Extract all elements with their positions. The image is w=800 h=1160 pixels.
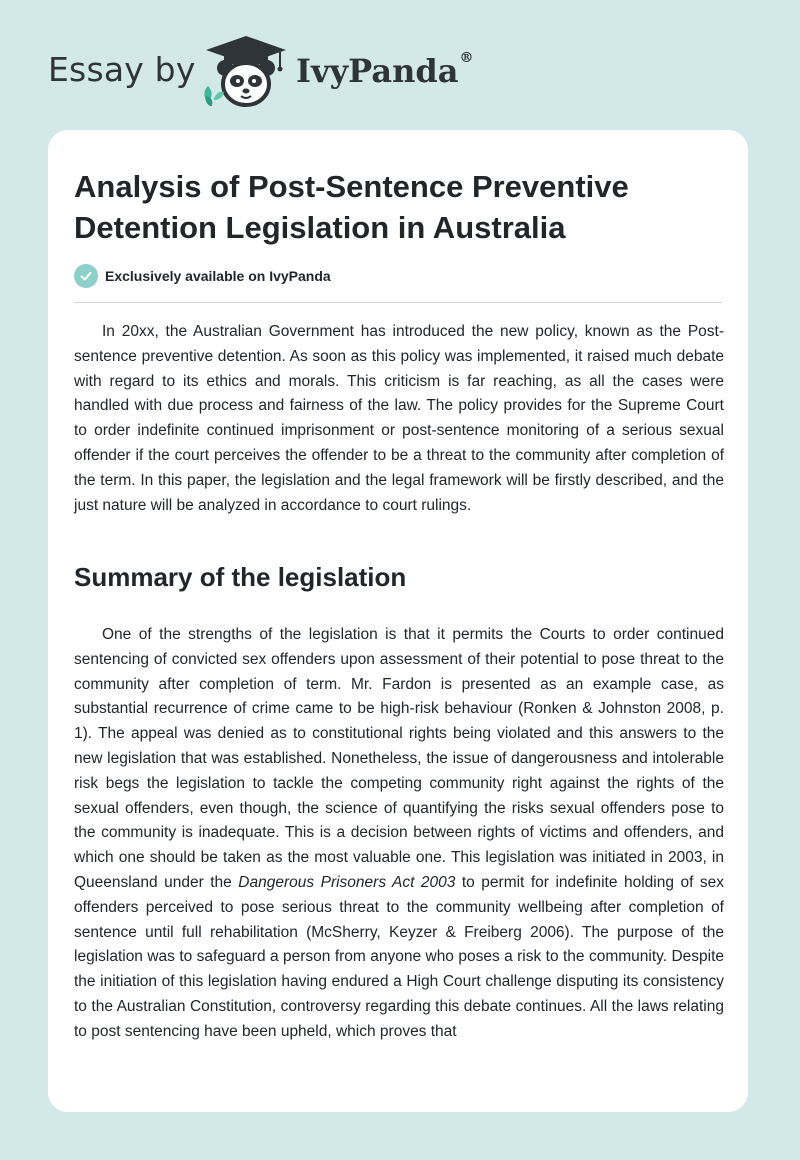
act-name: Dangerous Prisoners Act 2003 (238, 873, 456, 891)
check-icon (74, 264, 98, 288)
essay-by-label: Essay by (48, 50, 196, 89)
summary-text-part-1: One of the strengths of the legislation is that it permits the Courts to order continued sentencing of convicted sex offenders upon assessment of their potential to pose threat to the community after completion of term. Mr. Fardon is presented as an example case, as substantial recurrence of crime came to be high-risk behaviour (Ronken & Johnston 2008, p. 1). The appeal was denied as to constitutional rights being violated and this answers to the new legislation that was established. Nonetheless, the issue of dangerousness and intolerable risk begs the legislation to tackle the competing community right against the rights of the sexual offenders, even though, the science of quantifying the risks sexual offenders pose to the community is inadequate. This is a decision between rights of victims and offenders, and which one should be taken as the most valuable one. This legislation was initiated in 2003, in Queensland under the (74, 626, 724, 891)
summary-text-part-2: to permit for indefinite holding of sex offenders perceived to pose serious threat to the community wellbeing after completion of sentence until full rehabilitation (McSherry, Keyzer & Freiberg 2006). The purpose of the legislation was to safeguard a person from anyone who poses a risk to the community. Despite the initiation of this legislation having endured a High Court challenge disputing its consistency to the Australian Constitution, controversy regarding this debate continues. All the laws relating to post sentencing have been upheld, which proves that (74, 873, 725, 1040)
summary-paragraph (74, 623, 724, 1045)
registered-mark: ® (459, 50, 474, 67)
ivypanda-logo-icon[interactable] (200, 34, 292, 110)
essay-card (48, 130, 748, 1112)
brand-name: IvyPanda (296, 52, 459, 90)
card-bottom-mask (48, 1092, 748, 1112)
essay-title: Analysis of Post-Sentence Preventive Detention Legislation in Australia (74, 169, 629, 245)
site-header (0, 0, 800, 130)
section-heading: Summary of the legislation (74, 562, 407, 592)
exclusive-badge-label: Exclusively available on IvyPanda (105, 268, 331, 284)
ivypanda-brand[interactable] (296, 52, 473, 90)
title-divider (74, 302, 722, 303)
intro-paragraph: In 20xx, the Australian Government has introduced the new policy, known as the Post-sentence preventive detention. As soon as this policy was implemented, it raised much debate with regard to its ethics and morals. This criticism is far reaching, as all the cases were handled with due process and fairness of the law. The policy provides for the Supreme Court to order indefinite continued imprisonment or post-sentence monitoring of a serious sexual offender if the court perceives the offender to be a threat to the community after completion of the term. In this paper, the legislation and the legal framework will be firstly described, and the just nature will be analyzed in accordance to court rulings. (74, 323, 724, 514)
exclusive-badge (74, 263, 331, 289)
